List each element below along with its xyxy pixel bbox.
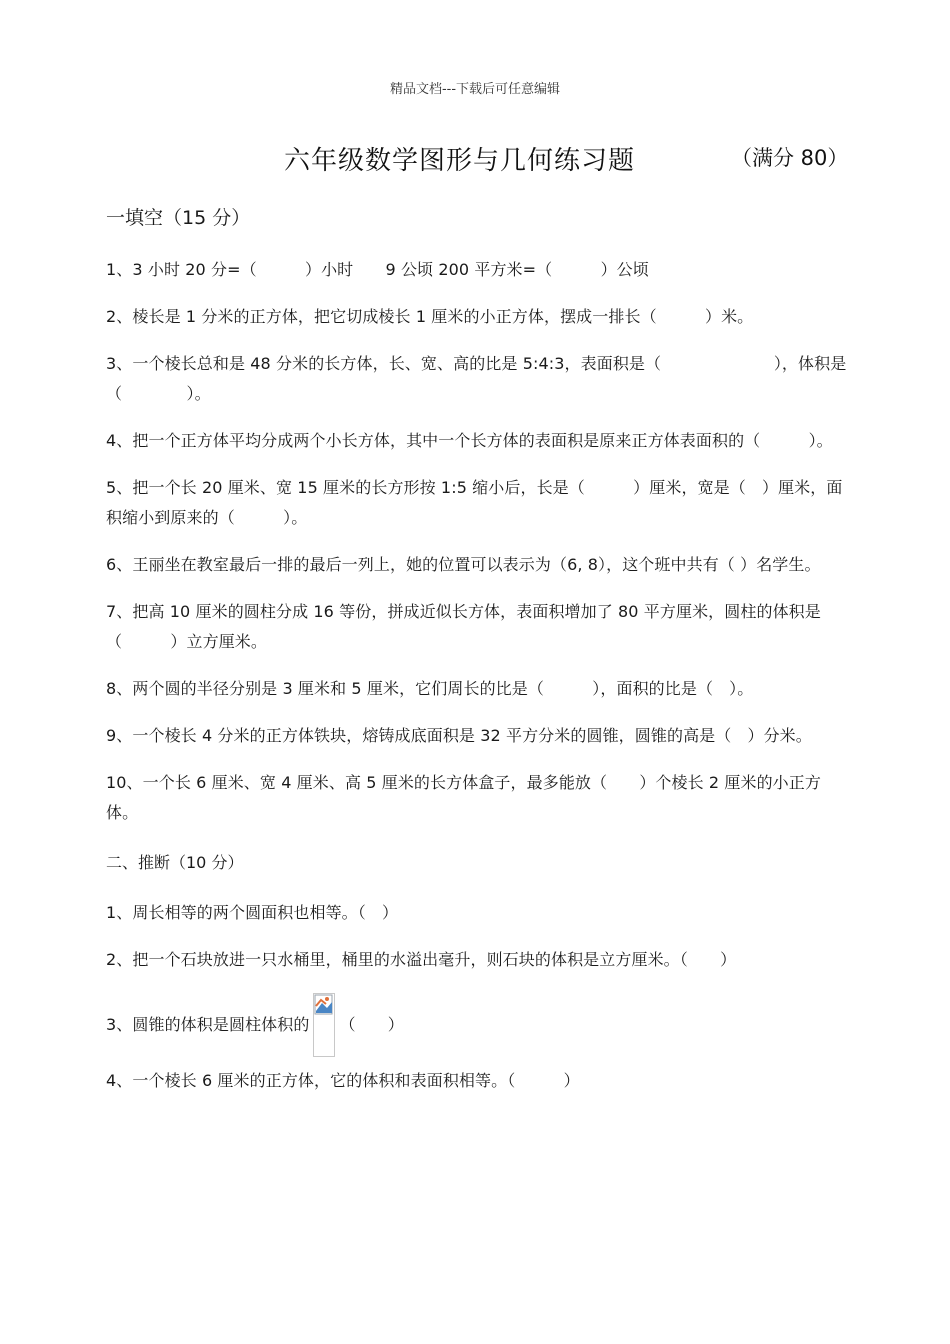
question-2-3: [106, 992, 852, 1058]
broken-image-icon: [313, 993, 335, 1057]
full-score: （满分 80）: [731, 146, 849, 170]
section-1-heading: 一填空（15 分）: [106, 207, 251, 229]
question-2-3-text: 3、圆锥的体积是圆柱体积的: [106, 1015, 310, 1034]
question-2-4: 4、一个棱长 6 厘米的正方体，它的体积和表面积相等。（ ）: [106, 1071, 580, 1090]
title-row: [0, 140, 950, 176]
question-1-6: 6、王丽坐在教室最后一排的最后一列上，她的位置可以表示为（6, 8），这个班中共有（ ）名学生。: [106, 555, 821, 574]
worksheet-content: [106, 205, 852, 1113]
question-1-9: 9、一个棱长 4 分米的正方体铁块，熔铸成底面积是 32 平方分米的圆锥，圆锥的高是（ ）分米。: [106, 726, 812, 745]
question-1-4: 4、把一个正方体平均分成两个小长方体，其中一个长方体的表面积是原来正方体表面积的（ ）。: [106, 431, 833, 450]
question-1-8: 8、两个圆的半径分别是 3 厘米和 5 厘米，它们周长的比是（ ），面积的比是（ ）。: [106, 679, 754, 698]
header-note: 精品文档---下载后可任意编辑: [389, 82, 561, 97]
page-title: 六年级数学图形与几何练习题: [284, 146, 636, 176]
question-1-7: 7、把高 10 厘米的圆柱分成 16 等份，拼成近似长方体，表面积增加了 80 平方厘米，圆柱的体积是（ ）立方厘米。: [106, 602, 821, 651]
question-1-3: 3、一个棱长总和是 48 分米的长方体，长、宽、高的比是 5:4:3，表面积是（ ），体积是（ ）。: [106, 354, 847, 403]
question-1-2: 2、棱长是 1 分米的正方体，把它切成棱长 1 厘米的小正方体，摆成一排长（ ）米。: [106, 307, 754, 326]
question-2-2: 2、把一个石块放进一只水桶里，桶里的水溢出毫升，则石块的体积是立方厘米。（ ）: [106, 950, 737, 969]
section-2-heading: 二、推断（10 分）: [106, 853, 244, 872]
question-2-3-blank: （ ）: [339, 1015, 404, 1034]
question-1-10: 10、一个长 6 厘米、宽 4 厘米、高 5 厘米的长方体盒子，最多能放（ ）个棱长 2 厘米的小正方体。: [106, 773, 821, 822]
question-2-1: 1、周长相等的两个圆面积也相等。（ ）: [106, 903, 399, 922]
question-1-5: 5、把一个长 20 厘米、宽 15 厘米的长方形按 1:5 缩小后，长是（ ）厘米，宽是（ ）厘米，面积缩小到原来的（ ）。: [106, 478, 843, 527]
question-1-1: 1、3 小时 20 分=（ ）小时 9 公顷 200 平方米=（ ）公顷: [106, 260, 649, 279]
